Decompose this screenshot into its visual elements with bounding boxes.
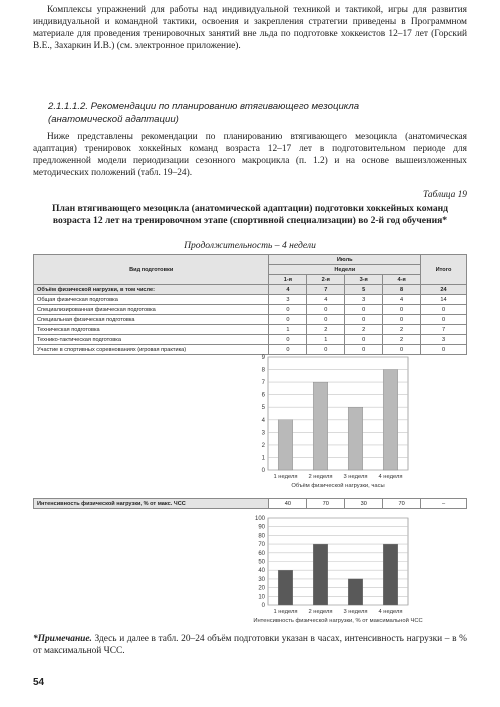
volume-chart-x-tick-label: 1 неделя (273, 474, 298, 480)
cell-total: 14 (421, 295, 467, 305)
col-weeks-header: Недели (269, 265, 421, 275)
intensity-table (33, 498, 467, 509)
cell: 0 (307, 305, 345, 315)
volume-chart-bar (313, 382, 328, 470)
row-label: Специализированная физическая подготовка (34, 305, 269, 315)
volume-chart-group (262, 355, 408, 489)
cell: 0 (383, 305, 421, 315)
intensity-chart-group (253, 516, 422, 624)
cell: 0 (345, 335, 383, 345)
intensity-chart-y-tick-label: 100 (254, 516, 265, 522)
cell-total: 0 (421, 345, 467, 355)
table-caption: Таблица 19 (422, 190, 467, 200)
volume-chart-y-tick-label: 8 (261, 367, 265, 374)
volume-chart-x-axis-label: Объём физической нагрузки, часы (291, 483, 385, 489)
volume-chart-bar (383, 370, 398, 470)
intensity-chart-bar (383, 544, 398, 605)
table-row (34, 499, 467, 509)
intensity-chart-y-tick-label: 60 (258, 550, 265, 557)
intensity-chart-x-tick-label: 3 неделя (343, 609, 368, 615)
volume-chart-y-tick-label: 3 (261, 430, 265, 437)
cell: 0 (383, 315, 421, 325)
col-type-header: Вид подготовки (34, 255, 269, 285)
cell: 0 (269, 315, 307, 325)
row-label: Участие в спортивных соревнованиях (игровая практика) (34, 345, 269, 355)
table-title: План втягивающего мезоцикла (анатомической адаптации) подготовки хоккейных команд возраста 12 лет на тренировочном этапе (спортивной специализации) во 2-й год обучения* (51, 203, 449, 226)
cell: 1 (307, 335, 345, 345)
intro-paragraph: Комплексы упражнений для работы над индивидуальной техникой и тактикой, игры для развития индивидуальной и командной тактики, освоения и закрепления стратегии приведены в Программном материале для проведения тренировочных занятий вне льда по подготовке хоккеистов 12–17 лет (Горский В.Е., Захаркин И.В.) (см. электронное приложение). (33, 5, 467, 51)
volume-chart-y-tick-label: 4 (261, 417, 265, 424)
week-header: 1-я (269, 275, 307, 285)
intensity-chart-x-axis-label: Интенсивность физической нагрузки, % от максимальной ЧСС (253, 618, 423, 624)
section-paragraph: Ниже представлены рекомендации по планированию втягивающего мезоцикла (анатомическая адаптация) тренировок хоккейных команд возраста 12–17 лет в подготовительном периоде для предложенной модели периодизации сезонного макроцикла (п. 1.2) и на основе вышеизложенных методических положений (табл. 19–24). (33, 132, 467, 178)
volume-chart-y-tick-label: 6 (261, 392, 265, 399)
cell: 7 (307, 285, 345, 295)
row-label: Интенсивность физической нагрузки, % от макс. ЧСС (34, 499, 269, 509)
footnote-label: *Примечание. (33, 634, 92, 644)
cell: 8 (383, 285, 421, 295)
cell: 0 (269, 345, 307, 355)
volume-chart-y-tick-label: 9 (261, 355, 265, 361)
volume-chart-x-tick-label: 3 неделя (343, 474, 368, 480)
volume-chart-y-tick-label: 2 (261, 442, 265, 449)
volume-chart-y-tick-label: 5 (261, 405, 265, 412)
intensity-chart-x-tick-label: 4 неделя (378, 609, 403, 615)
cell: 70 (307, 499, 345, 509)
cell: 40 (269, 499, 307, 509)
intensity-chart-bar (313, 544, 328, 605)
footnote-text: Здесь и далее в табл. 20–24 объём подготовки указан в часах, интенсивность нагрузки – в % от максимальной ЧСС. (33, 634, 467, 656)
page-number: 54 (33, 677, 45, 688)
row-label: Общая физическая подготовка (34, 295, 269, 305)
volume-chart-y-tick-label: 7 (261, 380, 265, 387)
cell-total: 7 (421, 325, 467, 335)
week-header: 3-я (345, 275, 383, 285)
intensity-chart-bar (348, 579, 363, 605)
intensity-chart-y-tick-label: 10 (258, 594, 265, 601)
col-total-header: Итого (421, 255, 467, 285)
volume-chart-y-tick-label: 1 (261, 455, 265, 462)
footnote (33, 633, 467, 657)
intensity-chart-y-tick-label: 80 (258, 533, 265, 540)
cell: 5 (345, 285, 383, 295)
cell: 4 (383, 295, 421, 305)
cell: 2 (307, 325, 345, 335)
week-header: 2-я (307, 275, 345, 285)
cell: 0 (345, 345, 383, 355)
cell-total: – (421, 499, 467, 509)
cell: 3 (269, 295, 307, 305)
intensity-chart-y-tick-label: 20 (258, 585, 265, 592)
cell-total: 24 (421, 285, 467, 295)
cell: 2 (383, 335, 421, 345)
cell-total: 0 (421, 315, 467, 325)
cell: 3 (345, 295, 383, 305)
volume-chart-y-tick-label: 0 (261, 468, 265, 474)
cell: 0 (307, 345, 345, 355)
cell: 4 (269, 285, 307, 295)
intensity-chart-y-tick-label: 30 (258, 576, 265, 583)
intensity-chart-y-tick-label: 40 (258, 568, 265, 575)
volume-chart-x-tick-label: 4 неделя (378, 474, 403, 480)
week-header: 4-я (383, 275, 421, 285)
cell-total: 0 (421, 305, 467, 315)
duration-subtitle: Продолжительность – 4 недели (184, 240, 316, 251)
volume-chart-x-tick-label: 2 неделя (308, 474, 333, 480)
cell: 0 (383, 345, 421, 355)
intensity-chart-y-tick-label: 0 (261, 603, 265, 609)
col-month-header: Июль (269, 255, 421, 265)
cell: 0 (345, 305, 383, 315)
section-heading-line2: (анатомической адаптации) (48, 114, 179, 125)
cell-total: 3 (421, 335, 467, 345)
volume-chart-bar (278, 420, 293, 470)
volume-chart-bar (348, 407, 363, 470)
intensity-chart-y-tick-label: 90 (258, 524, 265, 531)
cell: 30 (345, 499, 383, 509)
cell: 1 (269, 325, 307, 335)
cell: 0 (269, 335, 307, 345)
row-label: Объём физической нагрузки, в том числе: (34, 285, 269, 295)
cell: 2 (345, 325, 383, 335)
section-heading-line1: 2.1.1.1.2. Рекомендации по планированию втягивающего мезоцикла (48, 101, 360, 112)
intensity-chart-bar (278, 570, 293, 605)
row-label: Специальная физическая подготовка (34, 315, 269, 325)
cell: 0 (269, 305, 307, 315)
cell: 0 (307, 315, 345, 325)
intensity-chart-x-tick-label: 1 неделя (273, 609, 298, 615)
cell: 0 (345, 315, 383, 325)
intensity-chart-y-tick-label: 50 (258, 559, 265, 566)
cell: 70 (383, 499, 421, 509)
row-label: Техническая подготовка (34, 325, 269, 335)
row-label: Технико-тактическая подготовка (34, 335, 269, 345)
intensity-chart-y-tick-label: 70 (258, 542, 265, 549)
cell: 2 (383, 325, 421, 335)
cell: 4 (307, 295, 345, 305)
intensity-chart-x-tick-label: 2 неделя (308, 609, 333, 615)
